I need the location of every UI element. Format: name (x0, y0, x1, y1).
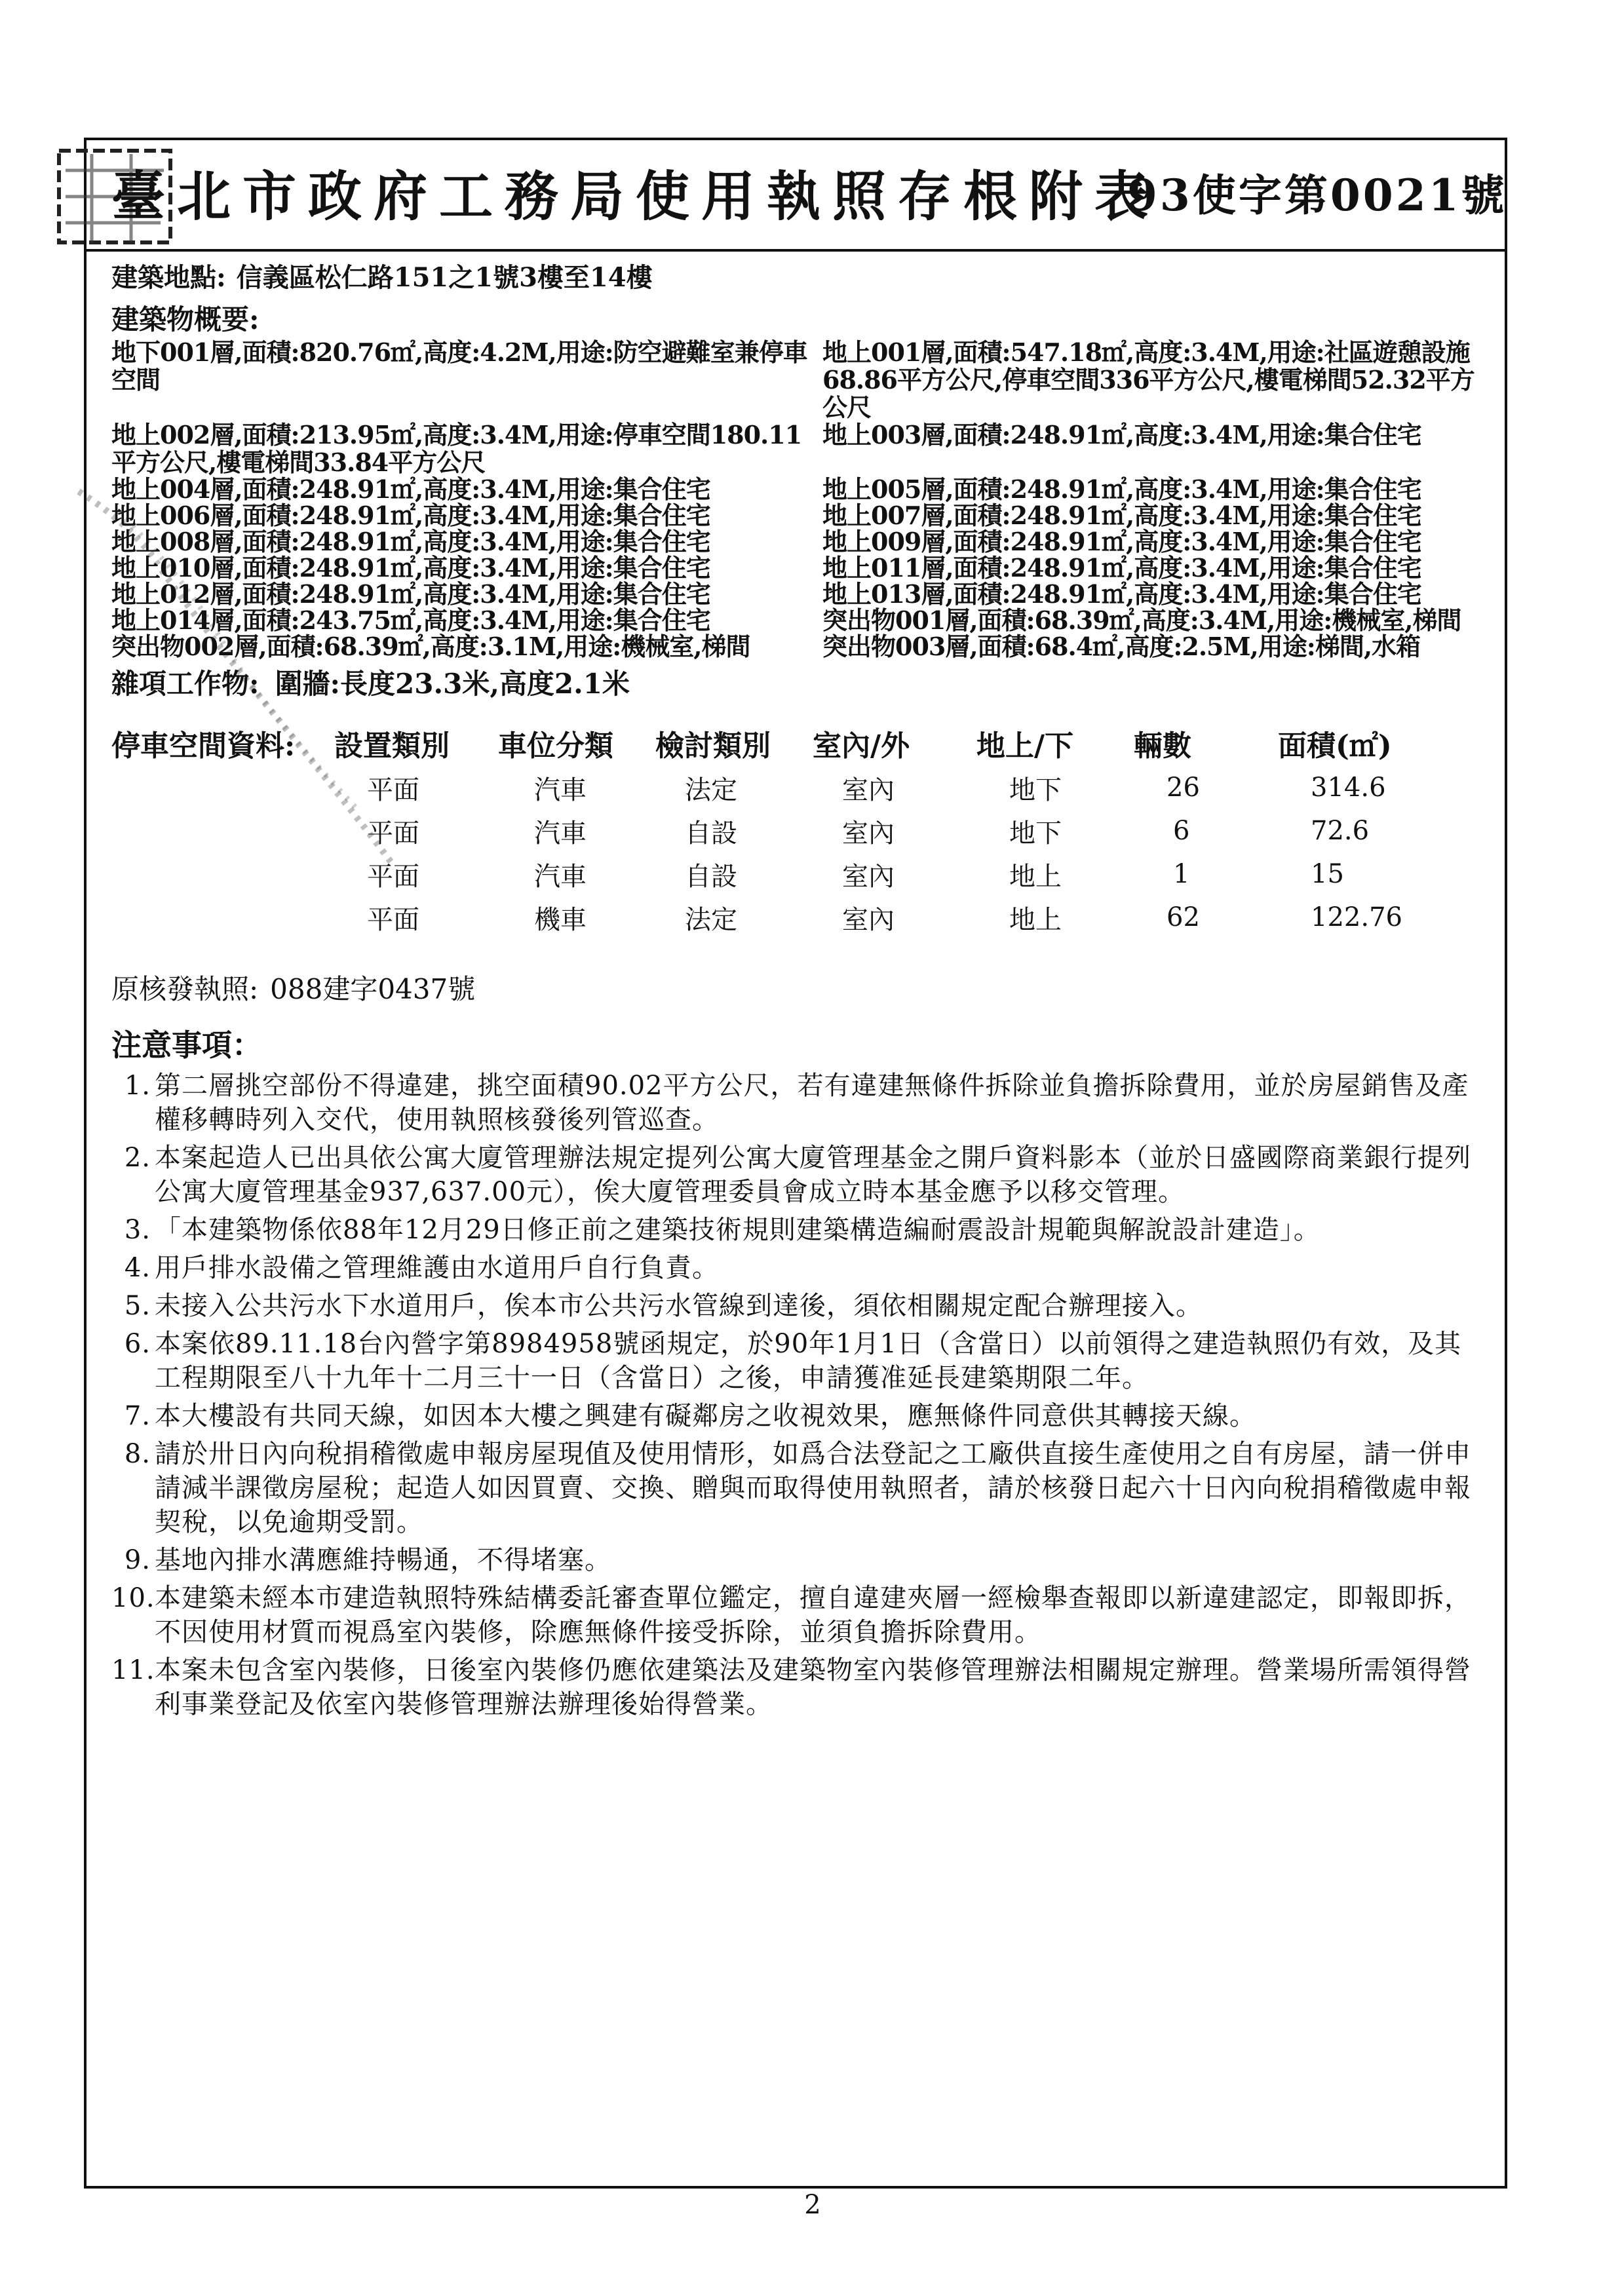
floor-item: 地上012層,面積:248.91㎡,高度:3.4M,用途:集合住宅 (111, 579, 710, 609)
header-divider (84, 249, 1507, 252)
table-cell: 地上 (1009, 861, 1062, 892)
column-header: 檢討類別 (655, 729, 771, 763)
table-cell: 1 (1173, 859, 1190, 889)
original-permit-label: 原核發執照: (111, 973, 259, 1005)
floor-item: 地上004層,面積:248.91㎡,高度:3.4M,用途:集合住宅 (111, 474, 710, 504)
table-cell: 平面 (367, 861, 419, 892)
note-number: 6. (124, 1329, 151, 1359)
table-row (111, 896, 1501, 939)
table-cell: 72.6 (1311, 816, 1370, 846)
original-permit-value: 088建字0437號 (270, 973, 476, 1005)
floor-item: 地上013層,面積:248.91㎡,高度:3.4M,用途:集合住宅 (822, 579, 1421, 609)
table-cell: 汽車 (534, 818, 587, 849)
note-number: 4. (124, 1253, 151, 1283)
floor-item: 地上006層,面積:248.91㎡,高度:3.4M,用途:集合住宅 (111, 501, 710, 530)
table-cell: 室內 (842, 818, 895, 849)
note-item (111, 1213, 1485, 1247)
notes-list (111, 1069, 1501, 1721)
table-cell: 自設 (685, 818, 737, 849)
note-text: 本案依89.11.18台內營字第8984958號函規定，於90年1月1日（含當日）以前領得之建造執照仍有效，及其工程期限至八十九年十二月三十一日（含當日）之後，申請獲准延長建築期限二年。 (155, 1329, 1462, 1393)
table-cell: 15 (1311, 859, 1344, 889)
table-row (111, 852, 1501, 896)
note-number: 11. (111, 1655, 155, 1685)
note-item (111, 1543, 1485, 1577)
table-cell: 26 (1167, 773, 1200, 803)
table-cell: 汽車 (534, 775, 587, 805)
floor-item: 地上003層,面積:248.91㎡,高度:3.4M,用途:集合住宅 (822, 420, 1421, 450)
parking-table (111, 720, 1501, 939)
column-header: 面積(㎡) (1278, 729, 1392, 763)
note-item (111, 1437, 1485, 1539)
floor-item: 突出物003層,面積:68.4㎡,高度:2.5M,用途:梯間,水箱 (822, 632, 1421, 661)
note-number: 3. (124, 1215, 151, 1245)
floor-item: 地下001層,面積:820.76㎡,高度:4.2M,用途:防空避難室兼停車空間 (111, 337, 807, 394)
table-row (111, 809, 1501, 852)
floor-item: 地上008層,面積:248.91㎡,高度:3.4M,用途:集合住宅 (111, 527, 710, 556)
note-item (111, 1289, 1485, 1323)
note-number: 7. (124, 1401, 151, 1431)
table-cell: 6 (1173, 816, 1190, 846)
table-cell: 地下 (1009, 818, 1062, 849)
original-permit (111, 968, 1501, 1007)
note-item (111, 1141, 1485, 1209)
column-header: 室內/外 (813, 729, 910, 763)
notes-title: 注意事項： (111, 1027, 262, 1063)
table-cell: 法定 (685, 775, 737, 805)
page-number: 2 (804, 2190, 821, 2220)
parking-label: 停車空間資料: (111, 729, 296, 763)
table-cell: 122.76 (1311, 902, 1402, 932)
misc-value: 圍牆:長度23.3米,高度2.1米 (275, 668, 630, 700)
note-text: 用戶排水設備之管理維護由水道用戶自行負責。 (155, 1253, 719, 1283)
table-cell: 平面 (367, 775, 419, 805)
table-cell: 地下 (1009, 775, 1062, 805)
note-text: 本大樓設有共同天線，如因本大樓之興建有礙鄰房之收視效果，應無條件同意供其轉接天線。 (155, 1401, 1256, 1431)
column-header: 車位分類 (498, 729, 613, 763)
note-number: 5. (124, 1291, 151, 1321)
site-label: 建築地點: (111, 262, 226, 293)
page-title: 臺北市政府工務局使用執照存根附表 (111, 165, 1161, 228)
table-cell: 62 (1167, 902, 1200, 932)
floor-item: 地上002層,面積:213.95㎡,高度:3.4M,用途:停車空間180.11平方公尺,樓電梯間33.84平方公尺 (111, 420, 802, 477)
floor-item: 地上011層,面積:248.91㎡,高度:3.4M,用途:集合住宅 (822, 553, 1421, 583)
table-cell: 地上 (1009, 904, 1062, 935)
floor-item: 地上010層,面積:248.91㎡,高度:3.4M,用途:集合住宅 (111, 553, 710, 583)
note-item (111, 1069, 1485, 1137)
note-number: 9. (124, 1545, 151, 1575)
note-item (111, 1653, 1485, 1721)
note-number: 1. (124, 1071, 151, 1101)
table-cell: 室內 (842, 861, 895, 892)
table-row (111, 766, 1501, 809)
note-text: 本建築未經本市建造執照特殊結構委託審查單位鑑定，擅自違建夾層一經檢舉查報即以新違建認定，即報即拆，不因使用材質而視爲室內裝修，除應無條件接受拆除，並須負擔拆除費用。 (155, 1583, 1471, 1647)
table-cell: 314.6 (1311, 773, 1386, 803)
note-text: 基地內排水溝應維持暢通，不得堵塞。 (155, 1545, 611, 1575)
site-value: 信義區松仁路151之1號3樓至14樓 (236, 262, 653, 293)
note-number: 2. (124, 1143, 151, 1173)
floor-item: 地上001層,面積:547.18㎡,高度:3.4M,用途:社區遊憩設施68.86平方公尺,停車空間336平方公尺,樓電梯間52.32平方公尺 (822, 337, 1475, 422)
floor-item: 突出物001層,面積:68.39㎡,高度:3.4M,用途:機械室,梯間 (822, 605, 1461, 635)
table-cell: 法定 (685, 904, 737, 935)
misc-label: 雜項工作物: (111, 668, 260, 700)
column-header: 設置類別 (334, 729, 450, 763)
note-number: 8. (124, 1439, 151, 1469)
overview-label: 建築物概要: (111, 303, 260, 335)
note-item (111, 1399, 1485, 1433)
note-item (111, 1251, 1485, 1285)
floor-item: 地上014層,面積:243.75㎡,高度:3.4M,用途:集合住宅 (111, 605, 710, 635)
note-text: 本案未包含室內裝修，日後室內裝修仍應依建築法及建築物室內裝修管理辦法相關規定辦理。營業場所需領得營利事業登記及依室內裝修管理辦法辦理後始得營業。 (155, 1655, 1471, 1719)
floor-item: 地上009層,面積:248.91㎡,高度:3.4M,用途:集合住宅 (822, 527, 1421, 556)
table-cell: 平面 (367, 904, 419, 935)
note-text: 請於卅日內向稅捐稽徵處申報房屋現值及使用情形，如爲合法登記之工廠供直接生產使用之自有房屋，請一併申請減半課徵房屋稅；起造人如因買賣、交換、贈與而取得使用執照者，請於核發日起六十日內向稅捐稽徵處申報契稅，以免逾期受罰。 (155, 1439, 1471, 1537)
table-cell: 自設 (685, 861, 737, 892)
parking-header-row (111, 720, 1501, 766)
note-text: 未接入公共污水下水道用戶，俟本市公共污水管線到達後，須依相關規定配合辦理接入。 (155, 1291, 1203, 1321)
content (111, 257, 1501, 1732)
table-cell: 機車 (534, 904, 587, 935)
table-cell: 室內 (842, 775, 895, 805)
table-cell: 平面 (367, 818, 419, 849)
note-text: 第二層挑空部份不得違建，挑空面積90.02平方公尺，若有違建無條件拆除並負擔拆除費用，並於房屋銷售及產權移轉時列入交代，使用執照核發後列管巡查。 (155, 1071, 1469, 1135)
note-number: 10. (111, 1583, 155, 1613)
floor-item: 地上005層,面積:248.91㎡,高度:3.4M,用途:集合住宅 (822, 474, 1421, 504)
table-cell: 室內 (842, 904, 895, 935)
permit-number: 93使字第0021號 (1127, 170, 1507, 221)
site-location (111, 257, 1501, 294)
misc-structures (111, 662, 1501, 702)
column-header: 地上/下 (976, 729, 1074, 763)
table-cell: 汽車 (534, 861, 587, 892)
note-text: 「本建築物係依88年12月29日修正前之建築技術規則建築構造編耐震設計規範與解說設計建造」。 (155, 1215, 1321, 1245)
floor-list (111, 339, 1501, 660)
floor-item: 突出物002層,面積:68.39㎡,高度:3.1M,用途:機械室,梯間 (111, 632, 750, 661)
note-item (111, 1327, 1485, 1395)
note-item (111, 1581, 1485, 1649)
note-text: 本案起造人已出具依公寓大廈管理辦法規定提列公寓大廈管理基金之開戶資料影本（並於日盛國際商業銀行提列公寓大廈管理基金937,637.00元），俟大廈管理委員會成立時本基金應予以移交管理。 (155, 1143, 1471, 1207)
column-header: 輛數 (1134, 729, 1191, 763)
floor-item: 地上007層,面積:248.91㎡,高度:3.4M,用途:集合住宅 (822, 501, 1421, 530)
